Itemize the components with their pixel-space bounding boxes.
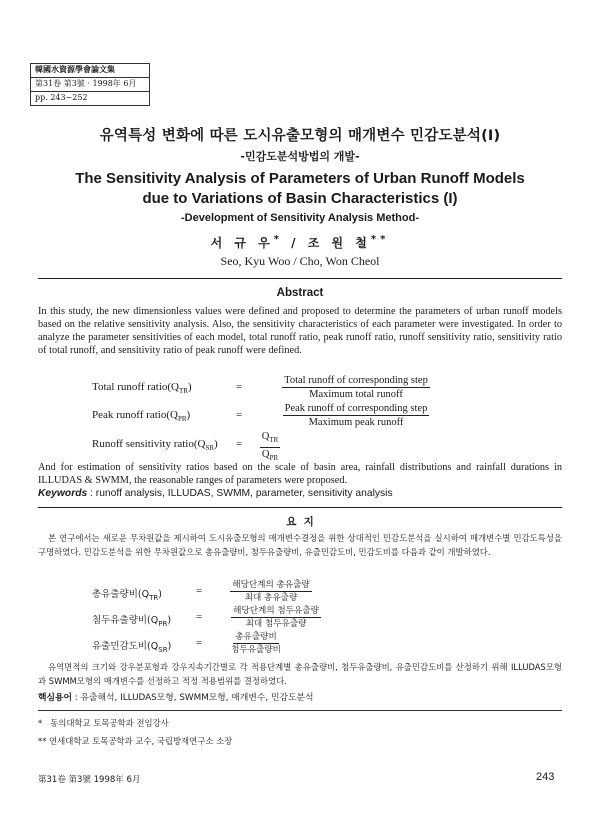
summary-paragraph-2: 유역면적의 크기와 강우분포형과 강우지속기간별로 각 적용단계별 총유출량비, 첨두유출량비, 유출민감도비를 산정하기 위해 ILLUDAS모형과 SWMM모형의 매개변수를 선정하고 적정 적용범위를 결정하였다. (38, 662, 562, 686)
eq-peak-runoff-fraction (256, 402, 456, 429)
eq-ko-runoff-sensitivity-label: 유출민감도비$(Q_{SR})$ (92, 641, 172, 654)
journal-volume-issue: 第31卷 第3號 · 1998年 6月 (31, 78, 149, 92)
eq-runoff-sensitivity-equals: = (236, 438, 243, 450)
eq-ko-peak-runoff-denominator: 최대 첨두유출량 (245, 619, 307, 629)
eq-runoff-sensitivity-label: Runoff sensitivity $ratio(Q_{SR})$ (92, 438, 218, 453)
eq-total-runoff-denominator: Maximum total runoff (309, 389, 403, 400)
author-separator: / (283, 236, 308, 250)
abstract-paragraph-2: And for estimation of sensitivity ratios based on the scale of basin area, rainfall distributions and rainfall durations in ILLUDAS & SWMM, the reasonable ranges of parameters were proposed. (38, 462, 562, 486)
eq-ko-runoff-sensitivity-equals: = (196, 637, 203, 649)
eq-ko-peak-runoff-fraction (216, 605, 336, 630)
summary-keywords-list: : 유출해석, ILLUDAS모형, SWMM모형, 매개변수, 민감도분석 (72, 693, 314, 703)
author-1-korean: 서 규 우 (210, 236, 274, 250)
summary-top-rule (38, 507, 562, 508)
english-title-line1: The Sensitivity Analysis of Parameters of Urban Runoff Models (75, 170, 525, 187)
eq-ko-runoff-sensitivity-fraction (216, 631, 296, 656)
eq-peak-runoff-equals: = (236, 409, 243, 421)
journal-info-box (30, 63, 150, 106)
abstract-paragraph-1: In this study, the new dimensionless values were defined and proposed to determine the parameters of urban runoff models based on the relative sensitivity analysis. Also, the sensitivity characteristics of each parameter were investigated. In order to analyze the parameter sensitivities of each model, total runoff ratio, peak runoff ratio, runoff sensitivity ratio, sensitivity ratio of total runoff, and sensitivity ratio of peak runoff were defined. (38, 306, 562, 356)
eq-peak-runoff-numerator: Peak runoff of corresponding step (284, 403, 428, 414)
abstract-heading: Abstract (276, 287, 324, 299)
summary-keywords (38, 690, 313, 703)
abstract-top-rule (38, 278, 562, 279)
eq-ko-total-runoff-equals: = (196, 585, 203, 597)
summary-keywords-label: 핵심용어 (38, 693, 72, 703)
eq-ko-peak-runoff-equals: = (196, 611, 203, 623)
summary-paragraph-1: 본 연구에서는 새로운 무차원값을 제시하여 도시유출모형의 매개변수결정을 위한 상대적인 민감도분석을 실시하여 매개변수별 민감도특성을 구명하였다. 민감도분석을 위한 무차원값으로 총유출량비, 첨두유출량비, 유출민감도비, 민감도비를 다음과 같이 개발하였다. (38, 533, 562, 557)
eq-peak-runoff-denominator: Maximum peak runoff (308, 417, 404, 428)
footnote-1-mark: * (38, 718, 43, 728)
eq-total-runoff-label: Total runoff $ratio(Q_{TR})$ (92, 381, 192, 396)
journal-pages: pp. 243∼252 (35, 93, 88, 102)
journal-name: 韓國水資源學會論文集 (31, 64, 149, 78)
footnote-1 (38, 717, 169, 729)
eq-ko-runoff-sensitivity-numerator: 총유출량비 (235, 632, 277, 642)
eq-ko-peak-runoff-label: 첨두유출량비$(Q_{PR})$ (92, 615, 172, 628)
eq-ko-total-runoff-fraction (216, 579, 326, 604)
eq-ko-runoff-sensitivity-denominator: 첨두유출량비 (231, 645, 281, 655)
eq-total-runoff-numerator: Total runoff of corresponding step (284, 375, 428, 386)
page-number: 243 (536, 771, 555, 783)
author-1-mark: * (273, 234, 283, 245)
eq-ko-total-runoff-numerator: 해당단계의 총유출량 (232, 580, 310, 590)
footnote-2 (38, 735, 232, 747)
authors-korean (0, 234, 600, 251)
english-subtitle: -Development of Sensitivity Analysis Method- (181, 212, 419, 224)
footnote-2-text: 연세대학교 토목공학과 교수, 국립방재연구소 소장 (49, 736, 233, 746)
eq-peak-runoff-label: Peak runoff $ratio(Q_{PR})$ (92, 409, 191, 424)
eq-runoff-sensitivity-numerator: $Q_{TR}$ (260, 430, 281, 448)
footnote-1-text: 동의대학교 토목공학과 전임강사 (50, 718, 169, 728)
eq-runoff-sensitivity-fraction (256, 430, 284, 465)
korean-subtitle: -민감도분석방법의 개발- (240, 150, 360, 163)
eq-ko-total-runoff-label: 총유출량비$(Q_{TR})$ (92, 589, 162, 602)
korean-title: 유역특성 변화에 따른 도시유출모형의 매개변수 민감도분석(I) (99, 128, 501, 144)
footnote-rule (38, 710, 562, 711)
footer-issue: 第31卷 第3號 1998年 6月 (38, 775, 141, 785)
footnote-2-mark: ** (38, 736, 47, 746)
summary-heading: 요 지 (286, 516, 314, 528)
keywords-label: Keywords (38, 488, 88, 499)
abstract-keywords (38, 488, 393, 499)
author-2-korean: 조 원 철 (307, 236, 371, 250)
authors-english: Seo, Kyu Woo / Cho, Won Cheol (220, 254, 380, 268)
author-2-mark: ** (370, 234, 390, 245)
eq-total-runoff-equals: = (236, 381, 243, 393)
eq-total-runoff-fraction (256, 374, 456, 401)
eq-ko-total-runoff-denominator: 최대 총유출량 (244, 593, 298, 603)
keywords-list: : runoff analysis, ILLUDAS, SWMM, parameter, sensitivity analysis (87, 488, 393, 499)
eq-runoff-sensitivity-denominator: $Q_{PR}$ (261, 449, 279, 463)
english-title-line2: due to Variations of Basin Characteristics (I) (142, 190, 458, 207)
eq-ko-peak-runoff-numerator: 해당단계의 첨두유출량 (233, 606, 319, 616)
